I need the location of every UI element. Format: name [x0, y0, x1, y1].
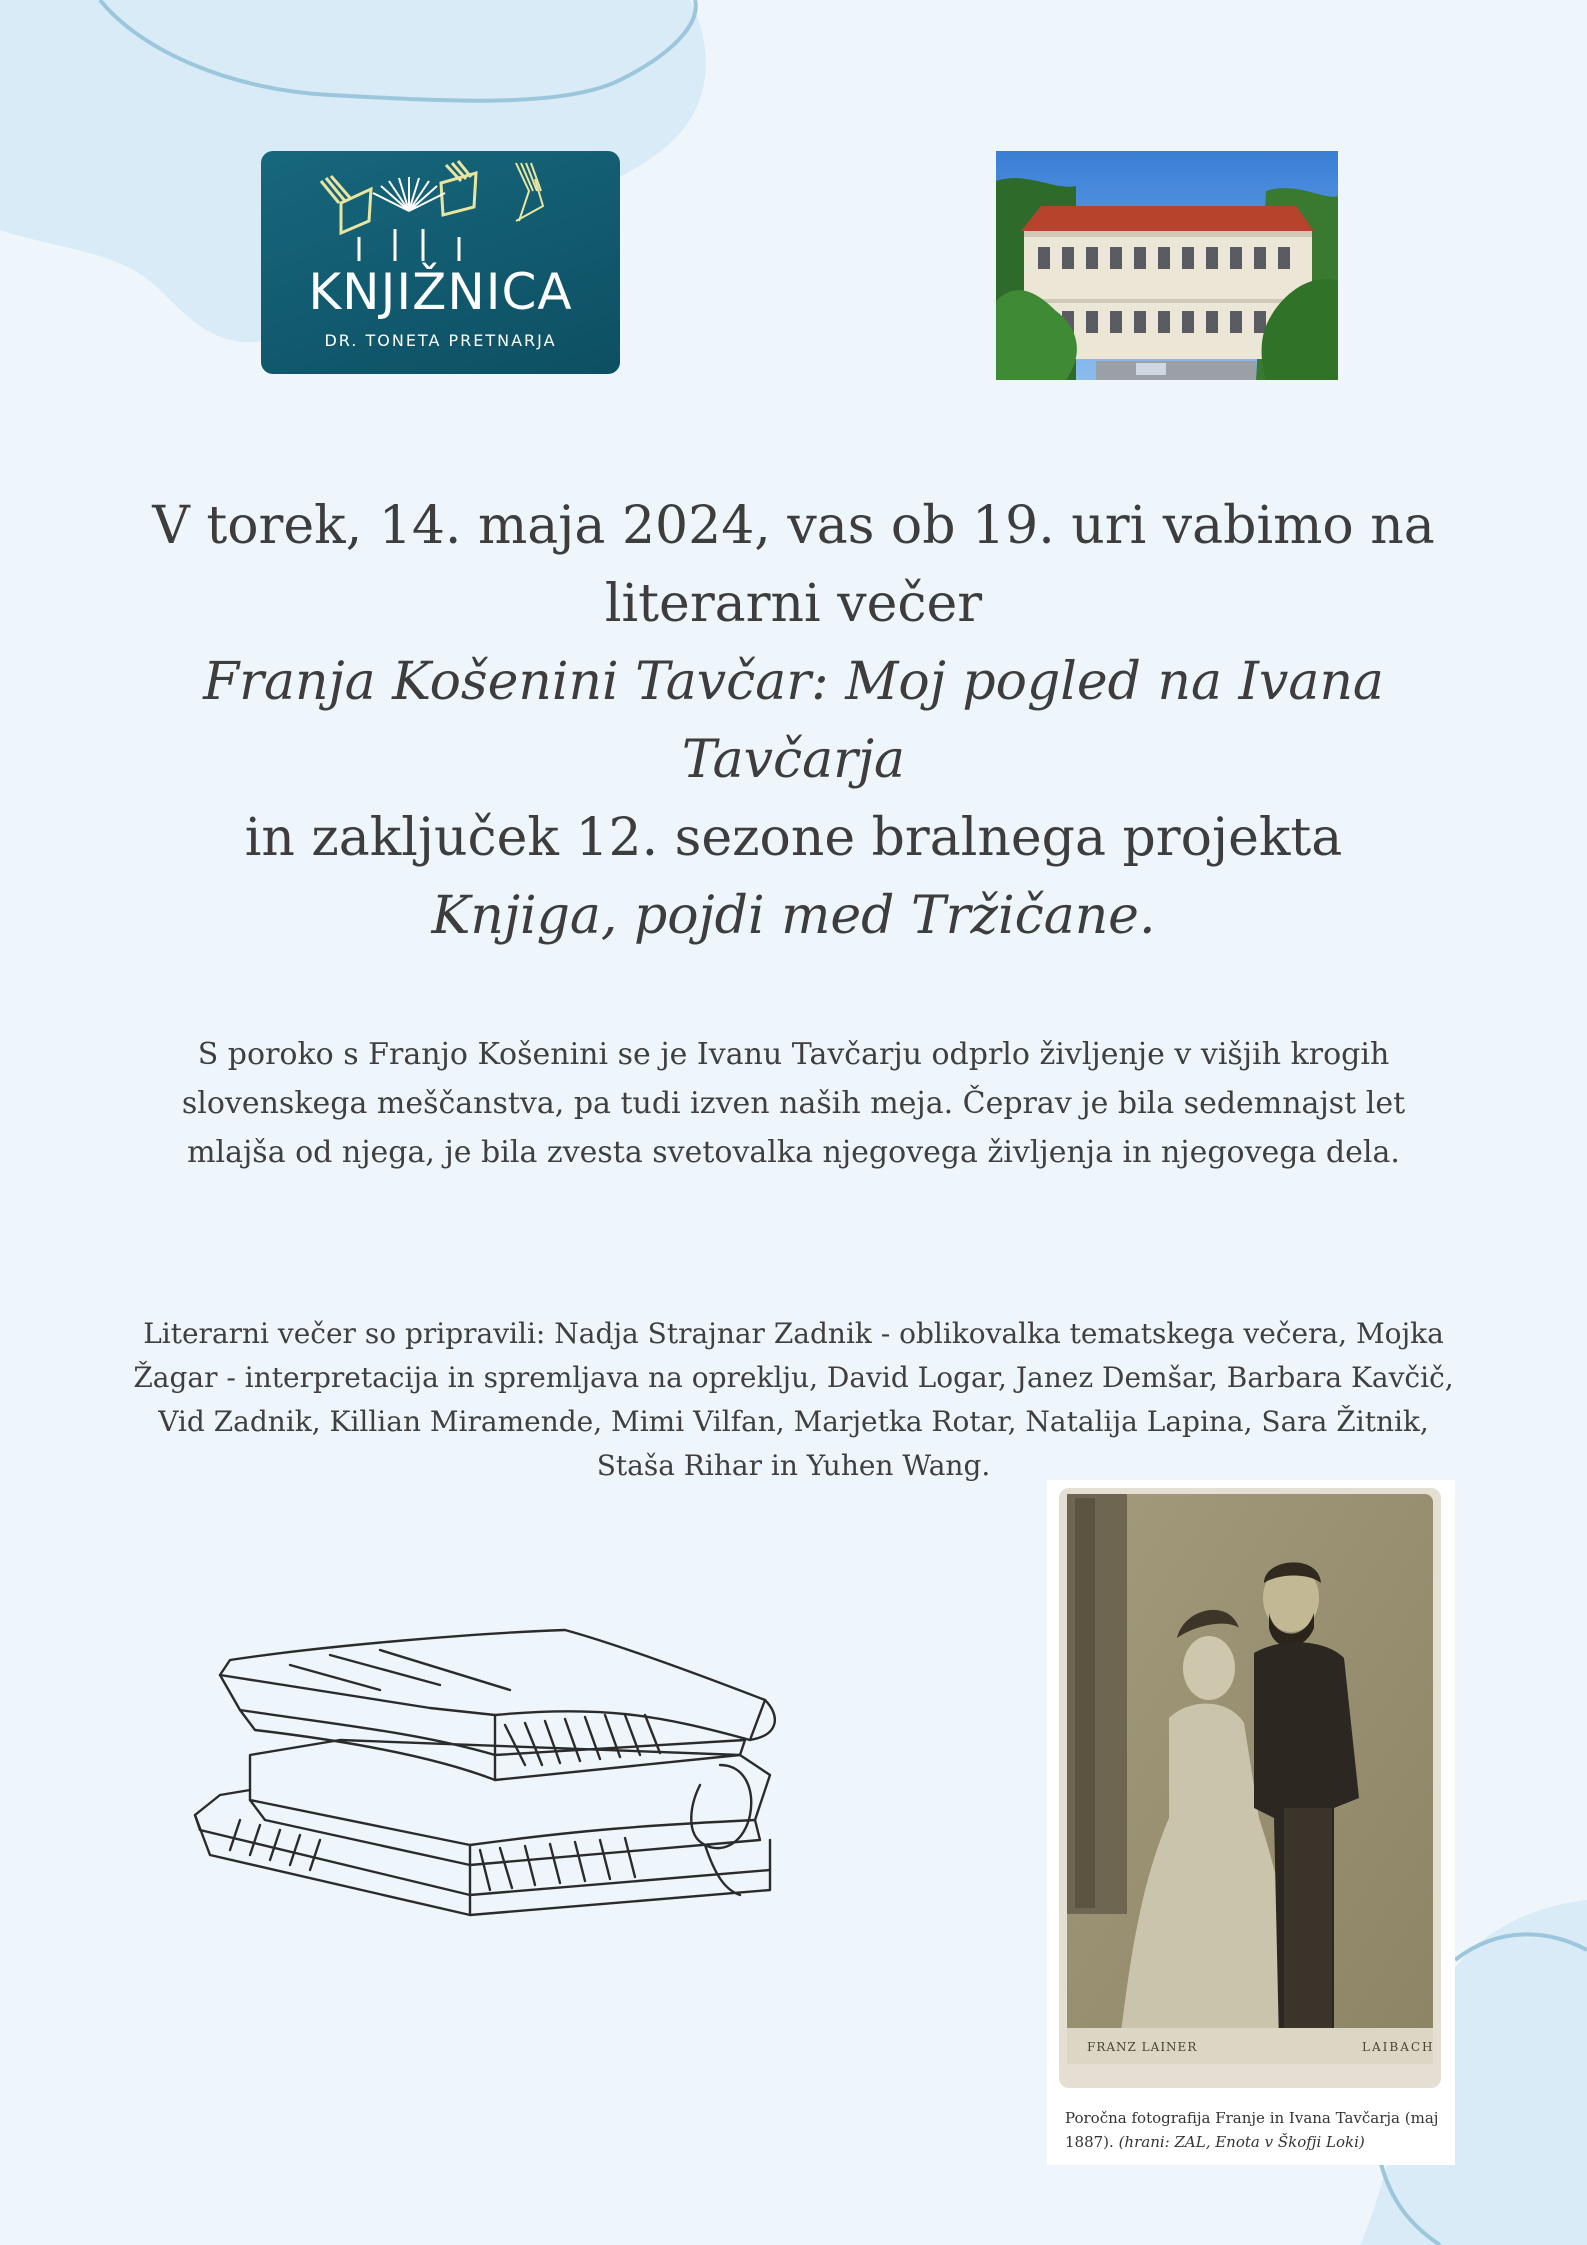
intro-paragraph: S poroko s Franjo Košenini se je Ivanu Tavčarju odprlo življenje v višjih krogih slovenskega meščanstva, pa tudi izven naših meja. Čeprav je bila sedemnajst let mlajša od njega, je bila zvesta svetovalka njegovega življenja in njegovega dela.: [181, 1037, 1406, 1170]
photo-caption: [1065, 2106, 1445, 2154]
book-stack-illustration: [180, 1615, 860, 1955]
credits-paragraph: Literarni večer so pripravili: Nadja Strajnar Zadnik - oblikovalka tematskega večera, Mojka Žagar - interpretacija in spremljava na opreklju, David Logar, Janez Demšar, Barbara Kavčič, Vid Zadnik, Killian Miramende, Mimi Vilfan, Marjetka Rotar, Natalija Lapina, Sara Žitnik, Staša Rihar in Yuhen Wang.: [133, 1317, 1454, 1482]
invitation-headline: [140, 487, 1447, 955]
headline-event-title: Franja Košenini Tavčar: Moj pogled na Ivana Tavčarja: [203, 652, 1384, 790]
wedding-photograph: [1059, 1488, 1441, 2088]
photo-caption-source: (hrani: ZAL, Enota v Škofji Loki): [1118, 2133, 1365, 2151]
wedding-photo-card: [1047, 1480, 1455, 2165]
library-name: KNJIŽNICA: [308, 263, 573, 321]
photo-caption-text: Poročna fotografija Franje in Ivana Tavčarja (maj 1887).: [1065, 2109, 1439, 2151]
headline-project-name: Knjiga, pojdi med Tržičane.: [431, 886, 1156, 946]
photo-studio-name: FRANZ LAINER: [1087, 2040, 1198, 2054]
photo-studio-city: LAIBACH: [1362, 2040, 1435, 2054]
library-subtitle: DR. TONETA PRETNARJA: [324, 331, 557, 350]
headline-date-line: V torek, 14. maja 2024, vas ob 19. uri vabimo na literarni večer: [152, 496, 1435, 634]
library-logo: [261, 151, 620, 374]
headline-closing-line: in zaključek 12. sezone bralnega projekta: [244, 808, 1343, 868]
library-building-photo: [996, 151, 1338, 380]
